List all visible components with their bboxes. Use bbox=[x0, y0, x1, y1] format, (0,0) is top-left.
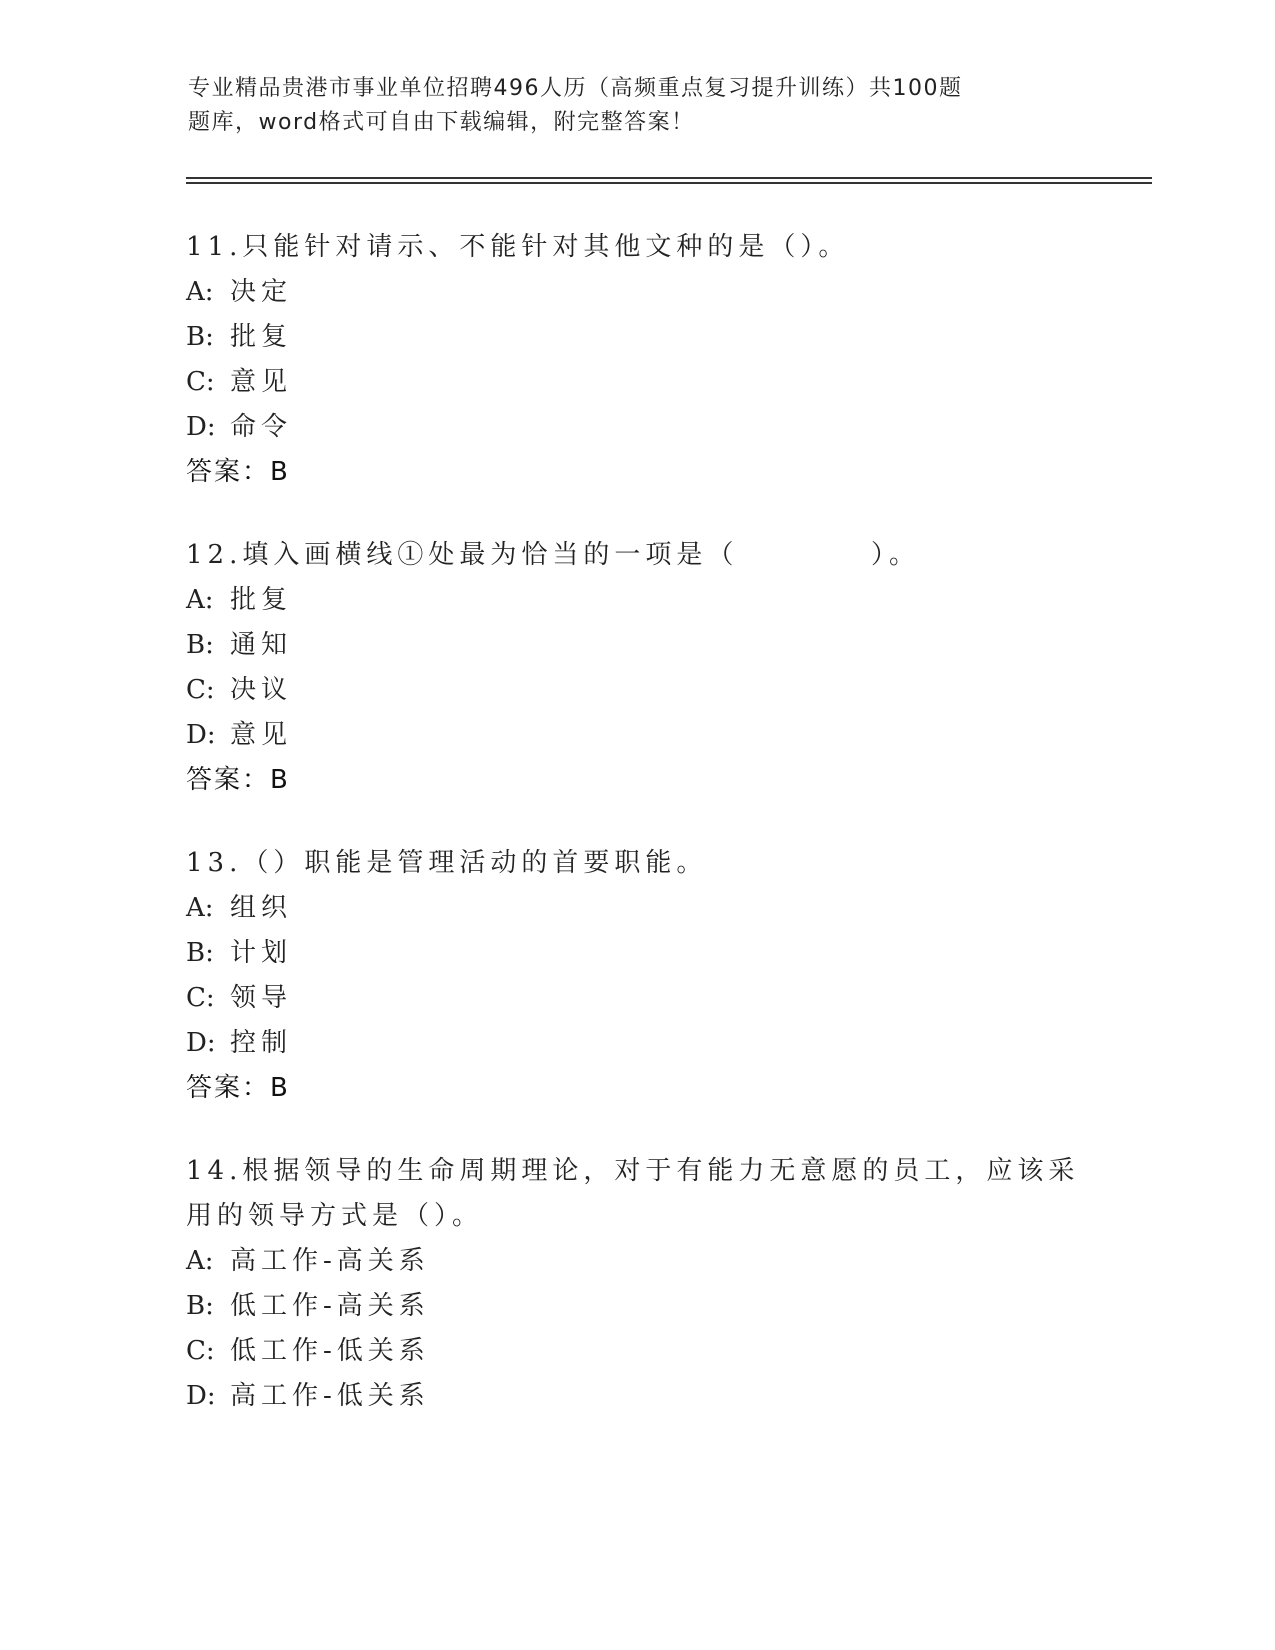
header-title-line-2: 题库，word格式可自由下载编辑，附完整答案！ bbox=[188, 110, 695, 135]
option-text: 决定 bbox=[230, 277, 293, 307]
option-letter: C: bbox=[186, 675, 215, 705]
option-text: 通知 bbox=[230, 630, 293, 660]
document-header bbox=[188, 72, 1048, 140]
option-letter: A: bbox=[186, 585, 214, 615]
option-c bbox=[186, 668, 1146, 713]
option-text: 意见 bbox=[230, 367, 293, 397]
question-stem: 11.只能针对请示、不能针对其他文种的是（）。 bbox=[186, 232, 850, 262]
option-b bbox=[186, 623, 1146, 668]
option-letter: C: bbox=[186, 983, 215, 1013]
option-text: 命令 bbox=[230, 412, 293, 442]
option-text: 高工作-低关系 bbox=[230, 1381, 430, 1411]
option-c bbox=[186, 976, 1146, 1021]
option-text: 批复 bbox=[230, 322, 293, 352]
option-d bbox=[186, 1374, 1146, 1419]
option-text: 组织 bbox=[230, 893, 293, 923]
answer-line: 答案：B bbox=[186, 457, 290, 487]
option-text: 批复 bbox=[230, 585, 293, 615]
option-letter: B: bbox=[186, 630, 214, 660]
option-a bbox=[186, 270, 1146, 315]
header-divider-bottom bbox=[186, 182, 1152, 184]
question-item bbox=[186, 1149, 1146, 1419]
header-divider-top bbox=[186, 177, 1152, 179]
question-item bbox=[186, 533, 1146, 803]
option-letter: A: bbox=[186, 277, 214, 307]
option-text: 控制 bbox=[230, 1028, 293, 1058]
option-c bbox=[186, 1329, 1146, 1374]
option-letter: B: bbox=[186, 938, 214, 968]
option-letter: B: bbox=[186, 1291, 214, 1321]
option-b bbox=[186, 931, 1146, 976]
question-item bbox=[186, 841, 1146, 1111]
option-d bbox=[186, 1021, 1146, 1066]
option-a bbox=[186, 578, 1146, 623]
option-a bbox=[186, 1239, 1146, 1284]
question-item bbox=[186, 225, 1146, 495]
option-c bbox=[186, 360, 1146, 405]
option-text: 高工作-高关系 bbox=[230, 1246, 430, 1276]
question-list bbox=[186, 225, 1146, 1457]
option-text: 意见 bbox=[230, 720, 293, 750]
option-letter: C: bbox=[186, 367, 215, 397]
answer-line: 答案：B bbox=[186, 765, 290, 795]
question-stem: 12.填入画横线①处最为恰当的一项是（ ）。 bbox=[186, 540, 920, 570]
option-d bbox=[186, 405, 1146, 450]
option-text: 领导 bbox=[230, 983, 293, 1013]
option-a bbox=[186, 886, 1146, 931]
option-text: 低工作-高关系 bbox=[230, 1291, 430, 1321]
option-letter: D: bbox=[186, 1028, 216, 1058]
option-letter: A: bbox=[186, 893, 214, 923]
option-letter: C: bbox=[186, 1336, 215, 1366]
option-text: 计划 bbox=[230, 938, 293, 968]
option-letter: A: bbox=[186, 1246, 214, 1276]
header-title-line-1: 专业精品贵港市事业单位招聘496人历（高频重点复习提升训练）共100题 bbox=[188, 76, 963, 101]
question-stem: 14.根据领导的生命周期理论，对于有能力无意愿的员工，应该采用的领导方式是（）。 bbox=[186, 1156, 1080, 1231]
answer-line: 答案：B bbox=[186, 1073, 290, 1103]
option-text: 低工作-低关系 bbox=[230, 1336, 430, 1366]
option-d bbox=[186, 713, 1146, 758]
option-letter: D: bbox=[186, 720, 216, 750]
option-b bbox=[186, 1284, 1146, 1329]
question-stem: 13.（）职能是管理活动的首要职能。 bbox=[186, 848, 708, 878]
option-letter: D: bbox=[186, 1381, 216, 1411]
option-letter: B: bbox=[186, 322, 214, 352]
option-text: 决议 bbox=[230, 675, 293, 705]
option-letter: D: bbox=[186, 412, 216, 442]
option-b bbox=[186, 315, 1146, 360]
